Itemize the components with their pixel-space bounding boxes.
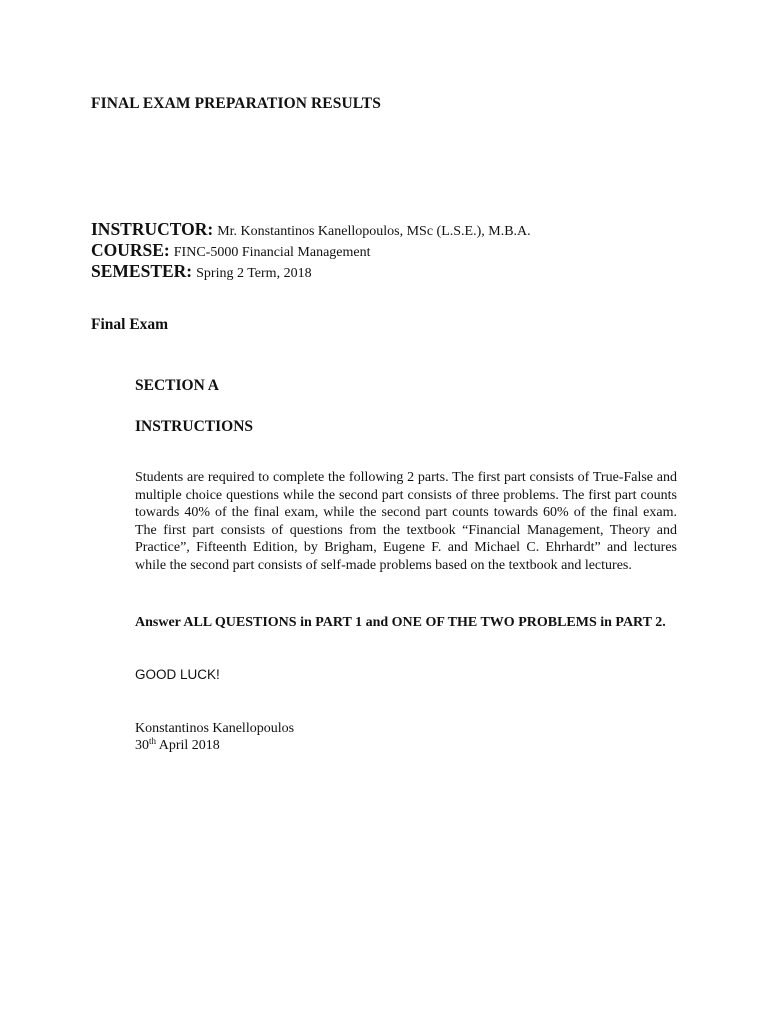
good-luck-text: GOOD LUCK! bbox=[135, 667, 220, 682]
semester-label: SEMESTER: bbox=[91, 261, 193, 281]
answer-instruction: Answer ALL QUESTIONS in PART 1 and ONE OF THE TWO PROBLEMS in PART 2. bbox=[135, 615, 666, 630]
section-heading: SECTION A bbox=[135, 377, 219, 394]
instructions-paragraph: Students are required to complete the following 2 parts. The first part consists of True-False and multiple choice questions while the second part consists of three problems. The first part counts towards 40% of the final exam, while the second part counts towards 60% of the final exam. The first part consists of questions from the textbook “Financial Management, Theory and Practice”, Fifteenth Edition, by Brigham, Eugene F. and Michael C. Ehrhardt” and lectures while the second part consists of self-made problems based on the textbook and lectures. bbox=[135, 470, 677, 573]
instructor-label: INSTRUCTOR: bbox=[91, 219, 214, 239]
date-month-year: April 2018 bbox=[156, 738, 220, 753]
instructor-line bbox=[91, 219, 531, 240]
course-line bbox=[91, 240, 371, 261]
semester-line bbox=[91, 261, 312, 282]
date-suffix: th bbox=[149, 736, 157, 746]
semester-value: Spring 2 Term, 2018 bbox=[196, 266, 312, 281]
course-value: FINC-5000 Financial Management bbox=[173, 245, 371, 260]
exam-heading: Final Exam bbox=[91, 316, 169, 333]
instructions-heading: INSTRUCTIONS bbox=[135, 418, 254, 435]
signature-name: Konstantinos Kanellopoulos bbox=[135, 721, 295, 736]
instructor-value: Mr. Konstantinos Kanellopoulos, MSc (L.S.E.), M.B.A. bbox=[217, 224, 531, 239]
date-day: 30 bbox=[135, 738, 149, 753]
signature-date bbox=[135, 738, 220, 754]
course-label: COURSE: bbox=[91, 240, 170, 260]
document-title: FINAL EXAM PREPARATION RESULTS bbox=[91, 95, 381, 112]
